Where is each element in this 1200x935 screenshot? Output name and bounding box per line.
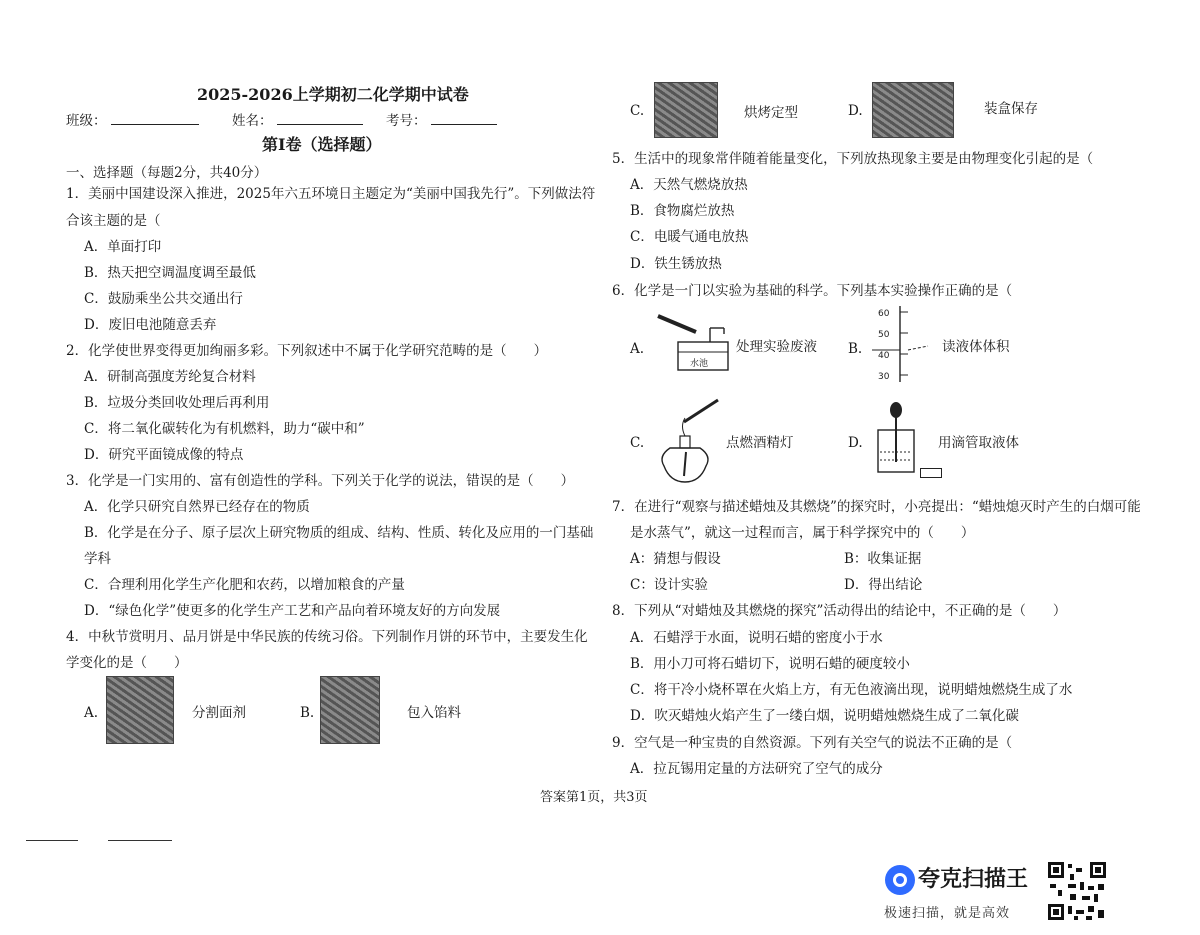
q8-option-d: D．吹灭蜡烛火焰产生了一缕白烟，说明蜡烛燃烧生成了二氧化碳 <box>630 708 1019 724</box>
scanner-brand-slogan: 极速扫描，就是高效 <box>884 906 1011 921</box>
qr-code-icon <box>1046 860 1108 922</box>
q3-option-a: A．化学只研究自然界已经存在的物质 <box>84 499 310 515</box>
q3-stem: 3．化学是一门实用的、富有创造性的学科。下列关于化学的说法，错误的是（ ） <box>66 473 575 489</box>
q7-option-b: B：收集证据 <box>844 551 922 567</box>
q7-stem-line2: 是水蒸气”，就这一过程而言，属于科学探究中的（ ） <box>630 525 975 541</box>
q6-option-a-letter: A. <box>630 341 645 357</box>
q9-stem: 9．空气是一种宝贵的自然资源。下列有关空气的说法不正确的是（ <box>612 735 1013 751</box>
q8-option-a: A．石蜡浮于水面，说明石蜡的密度小于水 <box>630 630 883 646</box>
cylinder-tick-50: 50 <box>878 330 890 340</box>
q3-option-c: C．合理利用化学生产化肥和农药，以增加粮食的产量 <box>84 577 405 593</box>
q4-option-b-letter: B. <box>300 705 315 721</box>
q4-option-d-letter: D. <box>848 103 863 119</box>
exam-no-label: 考号： <box>386 113 427 129</box>
q9-option-a: A．拉瓦锡用定量的方法研究了空气的成分 <box>630 761 883 777</box>
q6-option-c-text: 点燃酒精灯 <box>726 435 794 451</box>
q3-option-b-cont: 学科 <box>84 551 111 567</box>
cylinder-tick-60: 60 <box>878 309 890 319</box>
q4-option-c-letter: C. <box>630 103 645 119</box>
q2-option-c: C．将二氧化碳转化为有机燃料，助力“碳中和” <box>84 421 365 437</box>
dropper-bottle-diagram <box>870 400 922 476</box>
small-box-mark <box>920 468 942 478</box>
bottom-rule-left <box>26 840 78 841</box>
q6-option-a-text: 处理实验废液 <box>736 339 817 355</box>
q5-option-a: A．天然气燃烧放热 <box>630 177 748 193</box>
q6-option-b-text: 读液体体积 <box>942 339 1010 355</box>
cylinder-tick-40: 40 <box>878 351 890 361</box>
q6-option-b-letter: B. <box>848 341 863 357</box>
q4-option-c-text: 烘烤定型 <box>744 105 798 121</box>
cylinder-tick-30: 30 <box>878 372 890 382</box>
q1-option-d: D．废旧电池随意丢弃 <box>84 317 217 333</box>
q2-option-d: D．研究平面镜成像的特点 <box>84 447 244 463</box>
name-blank <box>277 112 363 125</box>
q1-option-a: A．单面打印 <box>84 239 162 255</box>
q5-option-c: C．电暖气通电放热 <box>630 229 749 245</box>
exam-no-field <box>386 112 497 130</box>
q3-option-d: D．“绿色化学”使更多的化学生产工艺和产品向着环境友好的方向发展 <box>84 603 501 619</box>
q7-option-c: C：设计实验 <box>630 577 708 593</box>
q5-option-d: D．铁生锈放热 <box>630 256 722 272</box>
q1-stem-line1: 1．美丽中国建设深入推进，2025年六五环境日主题定为“美丽中国我先行”。下列做法符 <box>66 186 596 202</box>
q1-option-b: B．热天把空调温度调至最低 <box>84 265 256 281</box>
q8-option-b: B．用小刀可将石蜡切下，说明石蜡的硬度较小 <box>630 656 910 672</box>
q4-option-a-photo <box>106 676 174 744</box>
page-footer: 答案第1页，共3页 <box>540 790 648 805</box>
waste-liquid-sink-diagram <box>652 312 738 374</box>
q4-stem-line1: 4．中秋节赏明月、品月饼是中华民族的传统习俗。下列制作月饼的环节中，主要发生化 <box>66 629 588 645</box>
quark-logo-icon <box>884 864 916 896</box>
q4-option-a-letter: A. <box>84 705 99 721</box>
q7-option-a: A：猜想与假设 <box>630 551 721 567</box>
q4-option-b-text: 包入馅料 <box>407 705 461 721</box>
q5-stem: 5．生活中的现象常伴随着能量变化，下列放热现象主要是由物理变化引起的是（ <box>612 151 1094 167</box>
q6-option-d-text: 用滴管取液体 <box>938 435 1019 451</box>
q4-option-d-text: 装盒保存 <box>984 101 1038 117</box>
q6-stem: 6．化学是一门以实验为基础的科学。下列基本实验操作正确的是（ <box>612 283 1013 299</box>
q6-option-c-letter: C. <box>630 435 645 451</box>
q6-option-d-letter: D. <box>848 435 863 451</box>
section-heading: 一、选择题（每题2分，共40分） <box>66 165 268 181</box>
q2-option-a: A．研制高强度芳纶复合材料 <box>84 369 256 385</box>
exam-no-blank <box>431 112 497 125</box>
q3-option-b: B．化学是在分子、原子层次上研究物质的组成、结构、性质、转化及应用的一门基础 <box>84 525 594 541</box>
sink-label: 水池 <box>690 359 709 369</box>
q2-stem: 2．化学使世界变得更加绚丽多彩。下列叙述中不属于化学研究范畴的是（ ） <box>66 343 548 359</box>
volume-title: 第Ⅰ卷（选择题） <box>262 135 382 154</box>
bottom-rule-right <box>108 840 172 841</box>
q2-option-b: B．垃圾分类回收处理后再利用 <box>84 395 270 411</box>
name-label: 姓名： <box>232 113 273 129</box>
q7-option-d: D．得出结论 <box>844 577 923 593</box>
class-blank <box>111 112 199 125</box>
q8-option-c: C．将干冷小烧杯罩在火焰上方，有无色液滴出现，说明蜡烛燃烧生成了水 <box>630 682 1073 698</box>
q4-option-c-photo <box>654 82 718 138</box>
q4-option-a-text: 分割面剂 <box>192 705 246 721</box>
q4-stem-line2: 学变化的是（ ） <box>66 655 188 671</box>
q5-option-b: B．食物腐烂放热 <box>630 203 735 219</box>
class-field <box>66 112 199 130</box>
name-field <box>232 112 363 130</box>
graduated-cylinder-diagram <box>864 302 934 386</box>
scanner-brand-name: 夸克扫描王 <box>918 867 1029 892</box>
class-label: 班级： <box>66 113 107 129</box>
exam-title: 2025-2026上学期初二化学期中试卷 <box>197 85 469 104</box>
q8-stem: 8．下列从“对蜡烛及其燃烧的探究”活动得出的结论中，不正确的是（ ） <box>612 603 1067 619</box>
q4-option-b-photo <box>320 676 380 744</box>
alcohol-lamp-diagram <box>650 396 724 488</box>
q1-stem-line2: 合该主题的是（ <box>66 213 161 229</box>
q7-stem-line1: 7．在进行“观察与描述蜡烛及其燃烧”的探究时，小亮提出：“蜡烛熄灭时产生的白烟可能 <box>612 499 1141 515</box>
q1-option-c: C．鼓励乘坐公共交通出行 <box>84 291 243 307</box>
q4-option-d-photo <box>872 82 954 138</box>
